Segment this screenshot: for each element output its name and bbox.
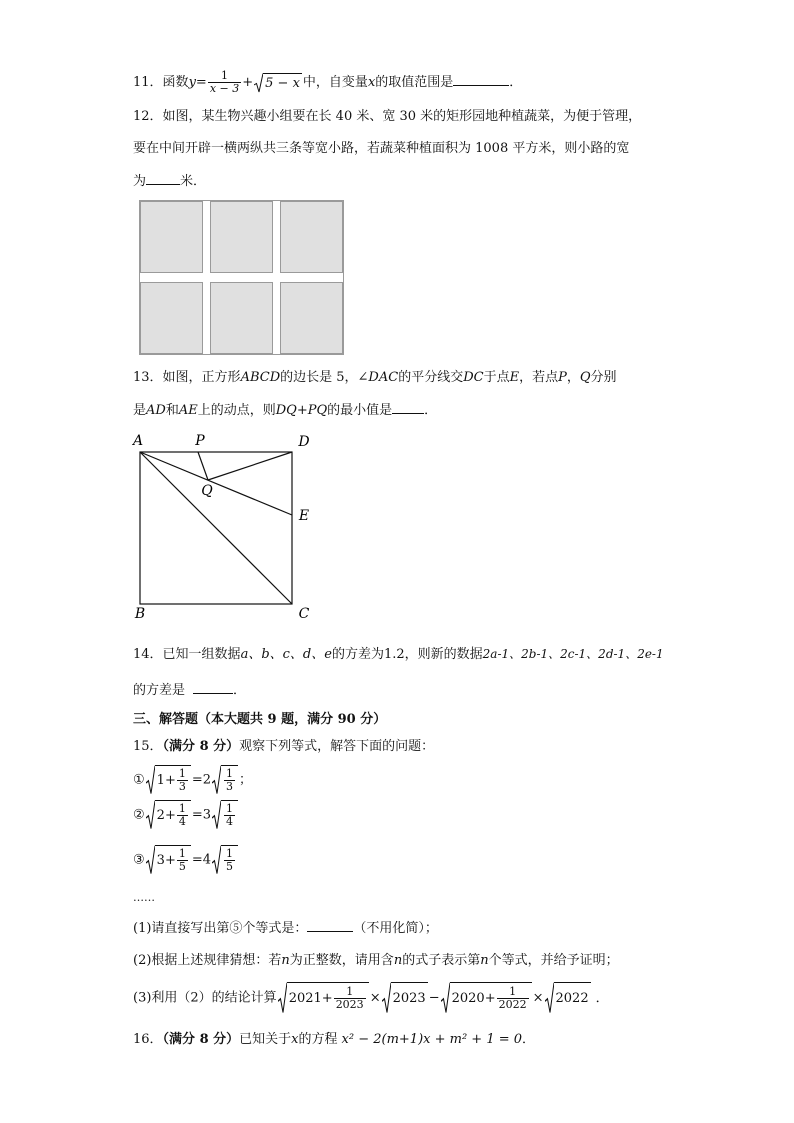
- label-p: P: [195, 433, 205, 449]
- coefficient: 2: [202, 772, 212, 788]
- square-root: [382, 982, 428, 1014]
- square-root: [212, 845, 238, 875]
- q13-text: 分别: [590, 370, 617, 385]
- q15-part-1: [133, 919, 438, 938]
- fraction-denominator: 3: [178, 780, 186, 793]
- q13-text: 上的动点，则: [197, 403, 276, 418]
- data-vars: a、b、c、d、e: [240, 647, 332, 662]
- square-root: [146, 765, 191, 795]
- var-x: x: [291, 1032, 299, 1047]
- q13-text: 的边长是 5，: [280, 370, 358, 385]
- plus-sign: +: [242, 75, 254, 90]
- fraction-denominator: x − 3: [209, 82, 240, 95]
- q11-end: ．: [509, 75, 523, 90]
- garden-plot-figure: [139, 200, 345, 356]
- radicand: [221, 765, 238, 795]
- plus-sign: +: [164, 773, 176, 788]
- question-13-line1: [133, 369, 617, 387]
- question-12-line2: [133, 140, 629, 158]
- fraction-denominator: 2023: [335, 998, 364, 1011]
- plus-sign: +: [321, 991, 333, 1006]
- radicand: [221, 845, 238, 875]
- question-12-line1: [133, 108, 641, 126]
- fraction-denominator: 3: [226, 780, 234, 793]
- radicand: [155, 800, 191, 830]
- answer-blank[interactable]: [392, 401, 424, 414]
- ellipsis: ……: [133, 891, 155, 904]
- q11-mid: 中，自变量: [302, 75, 368, 90]
- q12-text-line1: 如图，某生物兴趣小组要在长 40 米、宽 30 米的矩形园地种植蔬菜，为便于管理，: [162, 109, 642, 124]
- radicand: [155, 765, 191, 795]
- fraction: [334, 986, 366, 1011]
- fraction-denominator: 4: [178, 815, 186, 828]
- q15-part-2: [133, 952, 619, 970]
- point-q: Q: [579, 370, 591, 385]
- question-number: 13．: [133, 370, 163, 385]
- point-e: E: [509, 370, 520, 385]
- q14-text: ，则新的数据: [404, 647, 483, 662]
- question-11: [133, 70, 522, 95]
- q13-text: 的最小值是: [327, 403, 393, 418]
- times-sign: ×: [369, 990, 381, 1006]
- fraction-denominator: 5: [178, 860, 186, 873]
- question-14-line2: [133, 681, 246, 700]
- vegetable-bed: [211, 202, 273, 273]
- q11-prefix: 函数: [162, 75, 189, 90]
- label-b: B: [134, 606, 146, 622]
- fraction-numerator: 1: [226, 767, 234, 780]
- integer-part: 2021: [288, 991, 322, 1006]
- question-12-line3: [133, 172, 206, 191]
- q15-text: (3)利用（2）的结论计算: [133, 990, 277, 1006]
- q15-text: (2)根据上述规律猜想：若: [133, 953, 282, 968]
- vegetable-bed: [141, 283, 203, 354]
- fraction: [224, 768, 235, 793]
- question-number: 14．: [133, 647, 163, 662]
- square-geometry-figure: [128, 428, 318, 624]
- fraction: [497, 986, 529, 1011]
- answer-blank[interactable]: [193, 681, 233, 694]
- square-root: [212, 800, 238, 830]
- q14-text: ．: [233, 683, 247, 698]
- vegetable-bed: [211, 283, 273, 354]
- integer-part: 2020: [451, 991, 485, 1006]
- fraction-numerator: 1: [178, 802, 186, 815]
- square-name: ABCD: [240, 370, 281, 385]
- section-heading: 三、解答题（本大题共 9 题，满分 90 分）: [133, 712, 387, 727]
- var-n: n: [393, 953, 403, 968]
- radicand: [155, 845, 191, 875]
- question-number: 15．: [133, 739, 163, 754]
- equals-sign: =: [191, 772, 203, 788]
- square-root: [146, 800, 191, 830]
- question-number: 11．: [133, 75, 163, 90]
- circle-number: ①: [133, 772, 145, 788]
- var-n: n: [281, 953, 290, 968]
- q13-text: 和: [165, 403, 179, 418]
- fraction-numerator: 1: [208, 70, 241, 83]
- q16-text: 已知关于: [239, 1032, 292, 1047]
- fraction-denominator: 2022: [498, 998, 527, 1011]
- vegetable-bed: [141, 202, 203, 273]
- vegetable-bed: [281, 202, 343, 273]
- q16-end: ．: [522, 1032, 536, 1047]
- fraction-numerator: 1: [178, 847, 186, 860]
- q15-text: 为正整数，请用含: [289, 953, 394, 968]
- plus-sign: +: [484, 991, 496, 1006]
- answer-blank[interactable]: [307, 919, 353, 932]
- q13-text: ，若点: [519, 370, 559, 385]
- tail-mark: ；: [239, 772, 253, 788]
- equation-2: [133, 800, 239, 830]
- fraction-numerator: 1: [178, 767, 186, 780]
- fraction: [177, 768, 188, 793]
- q14-text: 的方差为: [331, 647, 384, 662]
- fraction: [177, 803, 188, 828]
- segment-qd: [208, 452, 292, 480]
- integer-part: 3: [156, 853, 165, 868]
- bisector-ae: [140, 452, 292, 515]
- q12-text-line3-prefix: 为: [133, 174, 147, 189]
- var-y: y: [188, 75, 196, 90]
- q15-part-3: [133, 982, 609, 1014]
- segment-ae: AE: [178, 403, 198, 418]
- diagonal-ac: [140, 452, 292, 604]
- coefficient: 3: [202, 807, 212, 823]
- equals-sign: =: [191, 852, 203, 868]
- q15-end: ．: [595, 990, 609, 1006]
- fraction-numerator: 1: [334, 986, 366, 999]
- q15-text: 的式子表示第: [402, 953, 481, 968]
- equation-1: [133, 765, 252, 795]
- equation-3: [133, 845, 239, 875]
- var-n: n: [480, 953, 489, 968]
- radicand: 2023: [391, 982, 428, 1014]
- radicand: [287, 982, 369, 1014]
- fraction-numerator: 1: [226, 802, 234, 815]
- equals-sign: =: [195, 75, 207, 90]
- quadratic-equation: x² − 2(m+1)x + m² + 1 = 0: [341, 1032, 523, 1047]
- plus-sign: +: [164, 853, 176, 868]
- fraction: [208, 70, 241, 95]
- score-note: （满分 8 分）: [162, 1032, 240, 1047]
- fraction-numerator: 1: [497, 986, 529, 999]
- fraction-denominator: 5: [226, 860, 234, 873]
- q15-text: （不用化简）；: [353, 921, 438, 936]
- score-note: （满分 8 分）: [162, 739, 240, 754]
- radicand: 5 − x: [263, 73, 302, 93]
- square-root: [212, 765, 238, 795]
- question-number: 12．: [133, 109, 163, 124]
- q11-suffix: 的取值范围是: [375, 75, 454, 90]
- question-13-line2: [133, 401, 437, 420]
- plus-sign: +: [164, 808, 176, 823]
- square-root: [441, 982, 532, 1014]
- radicand: [221, 800, 238, 830]
- square-root: [146, 845, 191, 875]
- radicand: 2022: [554, 982, 591, 1014]
- segment-pq: [198, 452, 208, 480]
- fraction: [177, 848, 188, 873]
- label-e: E: [298, 508, 310, 524]
- q12-text-line3-suffix: 米．: [180, 174, 207, 189]
- answer-blank[interactable]: [453, 73, 509, 86]
- label-a: A: [132, 433, 144, 449]
- circle-number: ③: [133, 852, 145, 868]
- q16-text: 的方程: [298, 1032, 338, 1047]
- label-c: C: [298, 606, 310, 622]
- question-number: 16．: [133, 1032, 163, 1047]
- q15-text: (1)请直接写出第⑤个等式是：: [133, 921, 308, 936]
- q13-text: 于点: [483, 370, 510, 385]
- fraction-denominator: 4: [226, 815, 234, 828]
- q15-text: 个等式，并给予证明；: [488, 953, 619, 968]
- equals-sign: =: [191, 807, 203, 823]
- expression-dq-pq: DQ+PQ: [275, 403, 328, 418]
- fraction: [224, 803, 235, 828]
- square-root: [545, 982, 591, 1014]
- q13-text: ．: [424, 403, 438, 418]
- circle-number: ②: [133, 807, 145, 823]
- q14-text: 的方差是: [133, 683, 186, 698]
- point-p: P: [558, 370, 567, 385]
- minus-sign: −: [428, 990, 440, 1006]
- integer-part: 1: [156, 773, 165, 788]
- question-14-line1: [133, 645, 664, 664]
- vegetable-bed: [281, 283, 343, 354]
- times-sign: ×: [532, 990, 544, 1006]
- q13-text: 如图，正方形: [162, 370, 241, 385]
- var-x: x: [367, 75, 376, 90]
- new-data: 2a-1、2b-1、2c-1、2d-1、2e-1: [482, 647, 664, 661]
- question-15-intro: [133, 738, 434, 756]
- coefficient: 4: [202, 852, 212, 868]
- answer-blank[interactable]: [146, 172, 180, 185]
- variance-value: 1.2: [383, 647, 405, 662]
- question-16: [133, 1031, 535, 1049]
- square-root: [254, 73, 302, 93]
- segment-ad: AD: [146, 403, 166, 418]
- q13-text: 是: [133, 403, 147, 418]
- q13-text: 的平分线交: [398, 370, 464, 385]
- q15-intro: 观察下列等式，解答下面的问题：: [239, 739, 435, 754]
- fraction-numerator: 1: [226, 847, 234, 860]
- label-d: D: [298, 434, 310, 450]
- q14-text: 已知一组数据: [162, 647, 241, 662]
- square-root: [278, 982, 369, 1014]
- angle-dac: ∠DAC: [357, 370, 399, 385]
- q13-text: ，: [566, 370, 580, 385]
- radicand: [450, 982, 532, 1014]
- q12-text-line2: 要在中间开辟一横两纵共三条等宽小路，若蔬菜种植面积为 1008 平方米，则小路的宽: [133, 141, 630, 156]
- label-q: Q: [201, 483, 213, 499]
- integer-part: 2: [156, 808, 165, 823]
- segment-dc: DC: [463, 370, 484, 385]
- fraction: [224, 848, 235, 873]
